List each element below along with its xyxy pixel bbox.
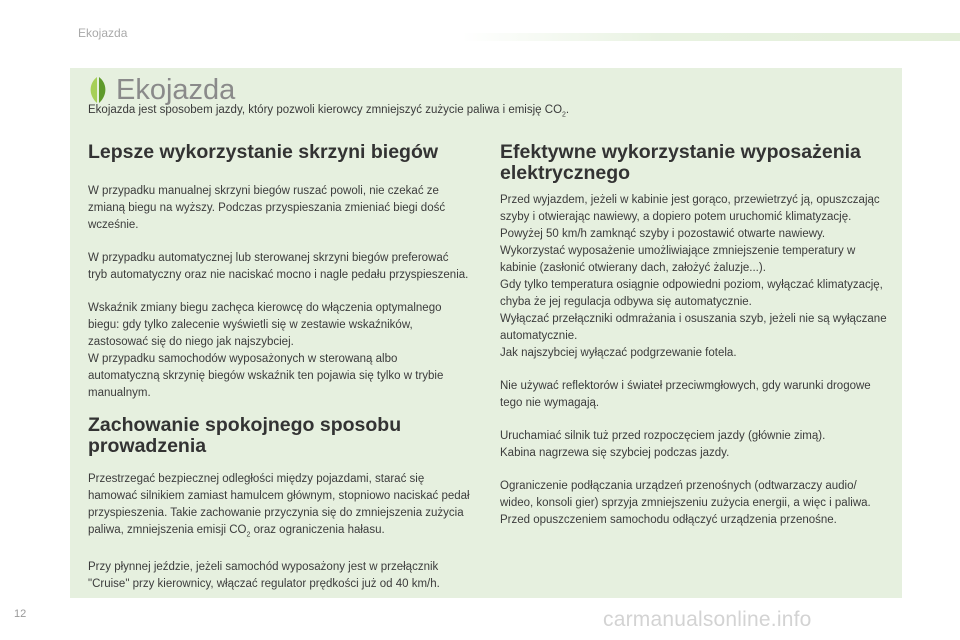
para-gear-indicator: Wskaźnik zmiany biegu zachęca kierowcę do włączenia optymalnego biegu: gdy tylko zalecenie wyświetli się w zestawie wskaźników, zastosować się do niego jak najszybciej. W przypadku samochodów wyposażonych w sterowaną albo automatyczną skrzynię biegów wskaźnik ten pojawia się tylko w trybie manualnym. [88,302,444,399]
para-portable-devices: Ograniczenie podłączania urządzeń przenośnych (odtwarzaczy audio/ wideo, konsoli gier) sprzyja zmniejszeniu zużycia energii, a więc i paliwa. Przed opuszczeniem samochodu odłączyć urządzenia przenośne. [500,480,871,526]
page-title: Ekojazda [116,73,236,106]
para-automatic-gearbox: W przypadku automatycznej lub sterowanej skrzyni biegów preferować tryb automatyczny oraz nie naciskać mocno i nagle pedału przyspieszenia. [88,252,469,281]
para-safe-distance: Przestrzegać bezpiecznej odległości między pojazdami, starać się hamować silnikiem zamiast hamulcem głównym, stopniowo naciskać pedał przyspieszenia. Takie zachowanie przyczynia się do zmniejszenia zużycia paliwa, zmniejszenia emisji $CO_2$ oraz ograniczenia hałasu. [88,473,470,539]
watermark-text: carmanualsonline.info [603,608,812,631]
leaf-icon [86,75,110,105]
heading-gearbox: Lepsze wykorzystanie skrzyni biegów [88,141,439,163]
intro-text: Ekojazda jest sposobem jazdy, który pozwoli kierowcy zmniejszyć zużycie paliwa i emisję $CO_2$. [88,104,570,119]
left-column [88,142,470,593]
header-section-label: Ekojazda [78,26,128,40]
para-ventilation: Przed wyjazdem, jeżeli w kabinie jest gorąco, przewietrzyć ją, opuszczając szyby i otwierając nawiewy, a dopiero potem uruchomić klimatyzację. Powyżej 50 km/h zamknąć szyby i pozostawić otwarte nawiewy. Wykorzystać wyposażenie umożliwiające zmniejszenie temperatury w kabinie (zasłonić otwierany dach, założyć żaluzje...). Gdy tylko temperatura osiągnie odpowiedni poziom, wyłączać klimatyzację, chyba że jej regulacja odbywa się automatycznie. Wyłączać przełączniki odmrażania i osuszania szyb, jeżeli nie są wyłączane automatycznie. Jak najszybciej wyłączać podgrzewanie fotela. [500,194,887,359]
para-engine-start: Uruchamiać silnik tuż przed rozpoczęciem jazdy (głównie zimą). Kabina nagrzewa się szybciej podczas jazdy. [500,430,826,459]
heading-electrical-equipment: Efektywne wykorzystanie wyposażenia elektrycznego [500,141,861,184]
para-lights: Nie używać reflektorów i świateł przeciwmgłowych, gdy warunki drogowe tego nie wymagają. [500,380,871,409]
heading-calm-driving: Zachowanie spokojnego sposobu prowadzenia [88,414,402,457]
para-manual-gearbox: W przypadku manualnej skrzyni biegów ruszać powoli, nie czekać ze zmianą biegu na wyższy. Podczas przyspieszania zmieniać biegi dość wcześnie. [88,185,446,231]
right-column [500,142,892,529]
header-divider [462,33,960,41]
page-number: 12 [14,608,27,620]
title-block [86,72,235,108]
para-cruise-control: Przy płynnej jeździe, jeżeli samochód wyposażony jest w przełącznik "Cruise" przy kierownicy, włączać regulator prędkości już od 40 km/h. [88,561,440,591]
